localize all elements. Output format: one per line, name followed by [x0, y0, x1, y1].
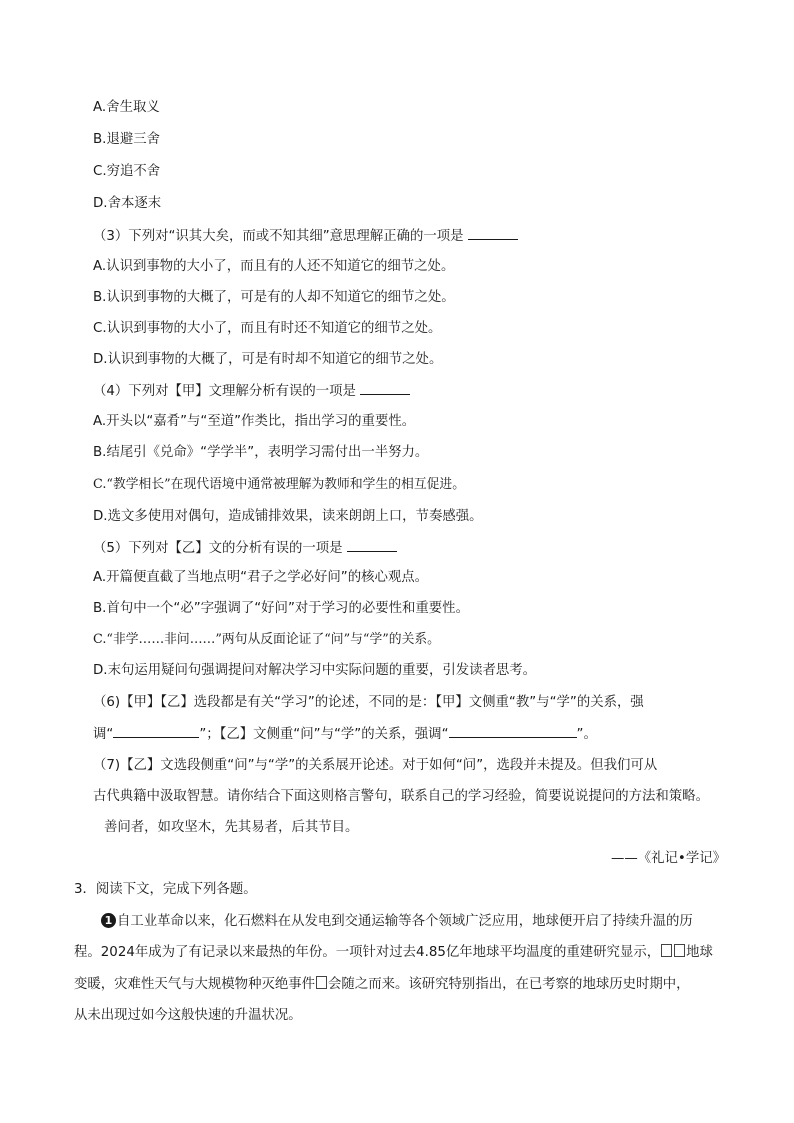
- paragraph-text-2: 程。2024年成为了有记录以来最热的年份。一项针对过去4.85亿年地球平均温度的重建研究显示，: [74, 945, 661, 960]
- question-4-option-c: C.“教学相长”在现代语境中通常被理解为教师和学生的相互促进。: [93, 477, 466, 492]
- paragraph-text-3a: 变暖，灾难性天气与大规模物种灭绝事件: [74, 977, 316, 992]
- paragraph-text-1: 自工业革命以来，化石燃料在从发电到交通运输等各个领域广泛应用，地球便开启了持续升温的历: [117, 914, 693, 929]
- placeholder-box: [661, 944, 672, 957]
- paragraph-line-2: [74, 943, 726, 963]
- paragraph-line-4: 从未出现过如今这般快速的升温状况。: [74, 1008, 302, 1023]
- answer-blank[interactable]: [360, 381, 410, 395]
- question-5-option-d: D.末句运用疑问句强调提问对解决学习中实际问题的重要，引发读者思考。: [93, 663, 537, 678]
- question-5-option-c: C.“非学……非问……”两句从反面论证了“问”与“学”的关系。: [93, 632, 440, 647]
- question-4-option-a: A.开头以“嘉肴”与“至道”作类比，指出学习的重要性。: [93, 414, 416, 429]
- question-5-stem: [93, 538, 726, 559]
- question-6-text-c: ”。: [576, 727, 597, 742]
- paragraph-line-1: [101, 912, 726, 932]
- answer-blank[interactable]: [468, 226, 518, 240]
- option-a-idiom: A.舍生取义: [93, 100, 160, 115]
- placeholder-box: [316, 976, 327, 989]
- paragraph-text-3b: 会随之而来。该研究特别指出，在已考察的地球历史时期中，: [328, 977, 690, 992]
- question-3-stem-text: （3）下列对“识其大矣，而或不知其细”意思理解正确的一项是: [93, 229, 464, 244]
- answer-blank-2[interactable]: [449, 724, 577, 738]
- question-5-stem-text: （5）下列对【乙】文的分析有误的一项是: [93, 541, 343, 556]
- question-4-stem-text: （4）下列对【甲】文理解分析有误的一项是: [93, 384, 356, 399]
- placeholder-box: [674, 944, 685, 957]
- proverb-quote: 善问者，如攻坚木，先其易者，后其节目。: [104, 820, 359, 835]
- answer-blank[interactable]: [347, 538, 397, 552]
- question-4-option-d: D.选文多使用对偶句，造成铺排效果，读来朗朗上口，节奏感强。: [93, 509, 483, 524]
- question-7-line-2: 古代典籍中汲取智慧。请你结合下面这则格言警句，联系自己的学习经验，简要说说提问的方法和策略。: [93, 789, 709, 804]
- question-4-stem: [93, 381, 726, 402]
- section-3-heading: 3．阅读下文，完成下列各题。: [74, 882, 257, 897]
- question-3-option-a: A.认识到事物的大小了，而且有的人还不知道它的细节之处。: [93, 259, 455, 274]
- question-3-option-b: B.认识到事物的大概了，可是有的人却不知道它的细节之处。: [93, 290, 455, 305]
- question-5-option-a: A.开篇便直截了当地点明“君子之学必好问”的核心观点。: [93, 570, 429, 585]
- option-c-idiom: C.穷追不舍: [93, 164, 161, 179]
- paragraph-number-badge: 1: [101, 913, 116, 928]
- question-6-text-b: ”；【乙】文侧重“问”与“学”的关系，强调“: [199, 727, 449, 742]
- answer-blank-1[interactable]: [113, 724, 199, 738]
- question-7-line-1: （7)【乙】文选段侧重“问”与“学”的关系展开论述。对于如何“问”，选段并未提及。但我们可从: [93, 758, 658, 773]
- option-d-idiom: D.舍本逐末: [93, 196, 162, 211]
- question-3-option-c: C.认识到事物的大小了，而且有时还不知道它的细节之处。: [93, 321, 442, 336]
- option-b-idiom: B.退避三舍: [93, 132, 161, 147]
- question-3-option-d: D.认识到事物的大概了，可是有时却不知道它的细节之处。: [93, 352, 443, 367]
- proverb-source: ——《礼记•学记》: [610, 851, 726, 866]
- question-6-line-1: （6)【甲】【乙】选段都是有关“学习”的论述，不同的是：【甲】文侧重“教”与“学”的关系，强: [93, 695, 644, 710]
- question-6-text-a: 调“: [93, 727, 114, 742]
- question-6-line-2: [93, 724, 726, 745]
- question-4-option-b: B.结尾引《兑命》“学学半”，表明学习需付出一半努力。: [93, 445, 429, 460]
- paragraph-line-3: [74, 975, 726, 995]
- paragraph-text-2b: 地球: [686, 945, 713, 960]
- question-5-option-b: B.首句中一个“必”字强调了“好问”对于学习的必要性和重要性。: [93, 601, 469, 616]
- question-3-stem: [93, 226, 726, 247]
